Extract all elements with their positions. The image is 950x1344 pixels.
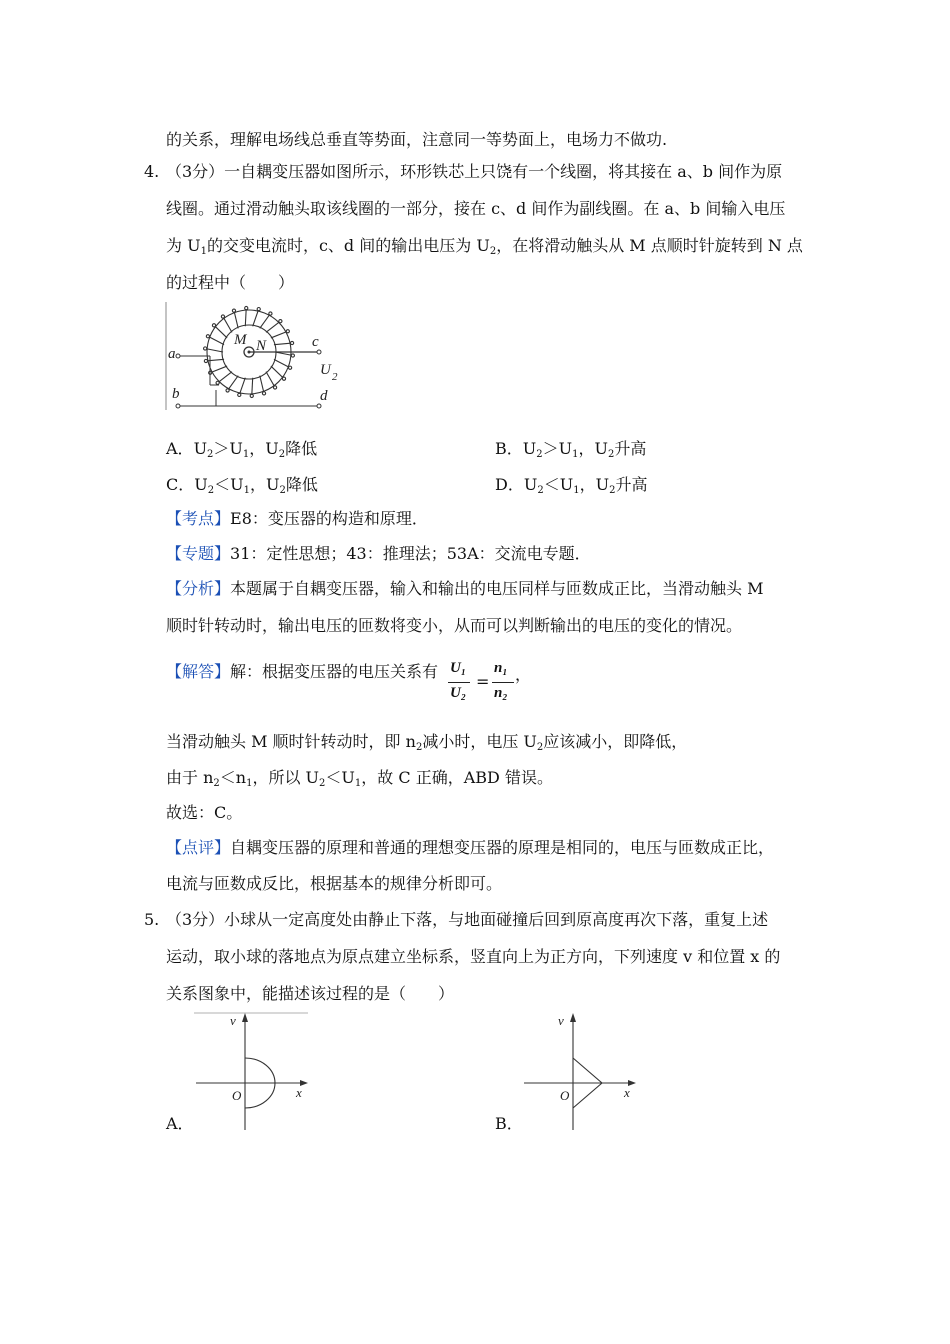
coil-node <box>273 386 276 389</box>
q4-option-b[interactable]: B．$U_2>U_1$，$U_2$升高 <box>495 439 647 460</box>
q5-option-b[interactable]: B． <box>495 1114 523 1133</box>
q4-dianping-2: 电流与匝数成反比，根据基本的规律分析即可。 <box>166 874 503 893</box>
coil-node <box>291 354 294 357</box>
coil-node <box>232 309 235 312</box>
coil-node <box>221 315 224 318</box>
coil-node <box>245 306 248 309</box>
label-m: M <box>234 332 247 348</box>
coil-node <box>212 324 215 327</box>
coil-winding <box>266 372 275 388</box>
q4-fenxi-1: 【分析】本题属于自耦变压器，输入和输出的电压同样与匝数成正比，当滑动触头 M <box>166 579 764 598</box>
q4-fenxi-2: 顺时针转动时，输出电压的匝数将变小，从而可以判断输出的电压的变化的情况。 <box>166 616 743 635</box>
coil-winding <box>208 336 224 344</box>
label-u2: U <box>320 362 331 378</box>
coil-winding <box>271 331 288 338</box>
label-a: a <box>168 346 176 362</box>
coil-node <box>238 393 241 396</box>
coil-winding <box>252 378 253 396</box>
coil-node <box>206 335 209 338</box>
axis-v-a: v <box>230 1013 236 1028</box>
label-d: d <box>320 388 328 404</box>
coil-node <box>250 394 253 397</box>
coil-winding <box>260 376 264 394</box>
coil-winding <box>206 359 224 361</box>
q4-dianping-1: 【点评】自耦变压器的原理和普通的理想变压器的原理是相同的，电压与匝数成正比， <box>166 838 775 857</box>
coil-winding <box>234 311 238 329</box>
coil-node <box>286 330 289 333</box>
coil-node <box>262 392 265 395</box>
q5-option-a[interactable]: A． <box>166 1114 194 1133</box>
coil-node <box>282 377 285 380</box>
q4-zhuanti: 【专题】31：定性思想；43：推理法；53A：交流电专题． <box>166 544 591 563</box>
coil-winding <box>271 366 284 379</box>
q4-stem-line-4: 的过程中（ ） <box>166 273 295 292</box>
q4-stem-line-1: （3分）一自耦变压器如图所示，环形铁芯上只饶有一个线圈，将其接在 a、b 间作为原 <box>166 162 783 181</box>
q4-jieda-4: 故选：C。 <box>166 803 243 822</box>
voltage-ratio-formula: U₁ U₂ = n₁ n₂ ， <box>450 660 532 701</box>
q4-kaodian: 【考点】E8：变压器的构造和原理． <box>166 509 428 528</box>
coil-winding <box>253 309 259 326</box>
label-n: N <box>256 338 267 354</box>
q5-stem-line-2: 运动，取小球的落地点为原点建立坐标系，竖直向上为正方向，下列速度 v 和位置 x 的 <box>166 947 781 966</box>
label-c: c <box>312 334 319 350</box>
q4-jieda-1: 【解答】解：根据变压器的电压关系有 <box>166 662 439 681</box>
coil-node <box>269 312 272 315</box>
coil-winding <box>214 325 227 338</box>
axis-x-b: x <box>624 1085 630 1100</box>
q4-option-d[interactable]: D．$U_2<U_1$，$U_2$升高 <box>495 475 648 496</box>
coil-winding <box>210 366 227 373</box>
axis-x-a: x <box>296 1085 302 1100</box>
axis-v-b: v <box>558 1013 564 1028</box>
origin-b: O <box>560 1088 570 1103</box>
coil-winding <box>228 376 239 391</box>
coil-node <box>204 359 207 362</box>
coil-node <box>216 381 219 384</box>
q4-option-c[interactable]: C．$U_2<U_1$，$U_2$降低 <box>166 475 318 496</box>
coil-node <box>279 320 282 323</box>
q4-option-a[interactable]: A．$U_2>U_1$，$U_2$降低 <box>166 439 318 460</box>
coil-winding <box>266 321 280 332</box>
q4-jieda-2: 当滑动触头 M 顺时针转动时，即 $n_2$减小时，电压 $U_2$应该减小，即降低， <box>166 732 688 753</box>
coil-node <box>204 347 207 350</box>
autotransformer-diagram <box>164 300 354 415</box>
coil-winding <box>239 378 245 395</box>
coil-winding <box>274 343 292 345</box>
q5-number: 5. <box>144 910 160 929</box>
coil-node <box>257 307 260 310</box>
q4-stem-line-2: 线圈。通过滑动触头取该线圈的一部分，接在 c、d 间作为副线圈。在 a、b 间输入电压 <box>166 199 786 218</box>
coil-node <box>226 389 229 392</box>
coil-winding <box>260 314 271 329</box>
label-u2-sub: 2 <box>332 371 338 383</box>
coil-winding <box>205 348 223 352</box>
q5-stem-line-3: 关系图象中，能描述该过程的是（ ） <box>166 984 455 1003</box>
coil-winding <box>223 317 232 333</box>
coil-node <box>288 366 291 369</box>
coil-winding <box>274 359 290 367</box>
q4-number: 4. <box>144 162 160 181</box>
q4-jieda-3: 由于 $n_2<n_1$，所以 $U_2<U_1$，故 C 正确，ABD 错误。 <box>166 768 553 789</box>
intro-end-text: 的关系，理解电场线总垂直等势面，注意同一等势面上，电场力不做功. <box>166 130 668 149</box>
coil-node <box>290 341 293 344</box>
q5-graph-b <box>520 1010 645 1135</box>
q5-graph-a <box>190 1010 315 1135</box>
q5-stem-line-1: （3分）小球从一定高度处由静止下落，与地面碰撞后回到原高度再次下落，重复上述 <box>166 910 769 929</box>
coil-winding <box>218 372 232 383</box>
q4-stem-line-3: 为 $U_1$的交变电流时，c、d 间的输出电压为 $U_2$，在将滑动触头从 M 点顺时针旋转到 N 点 <box>166 236 803 257</box>
origin-a: O <box>232 1088 242 1103</box>
label-b: b <box>172 386 180 402</box>
coil-winding <box>245 308 246 326</box>
